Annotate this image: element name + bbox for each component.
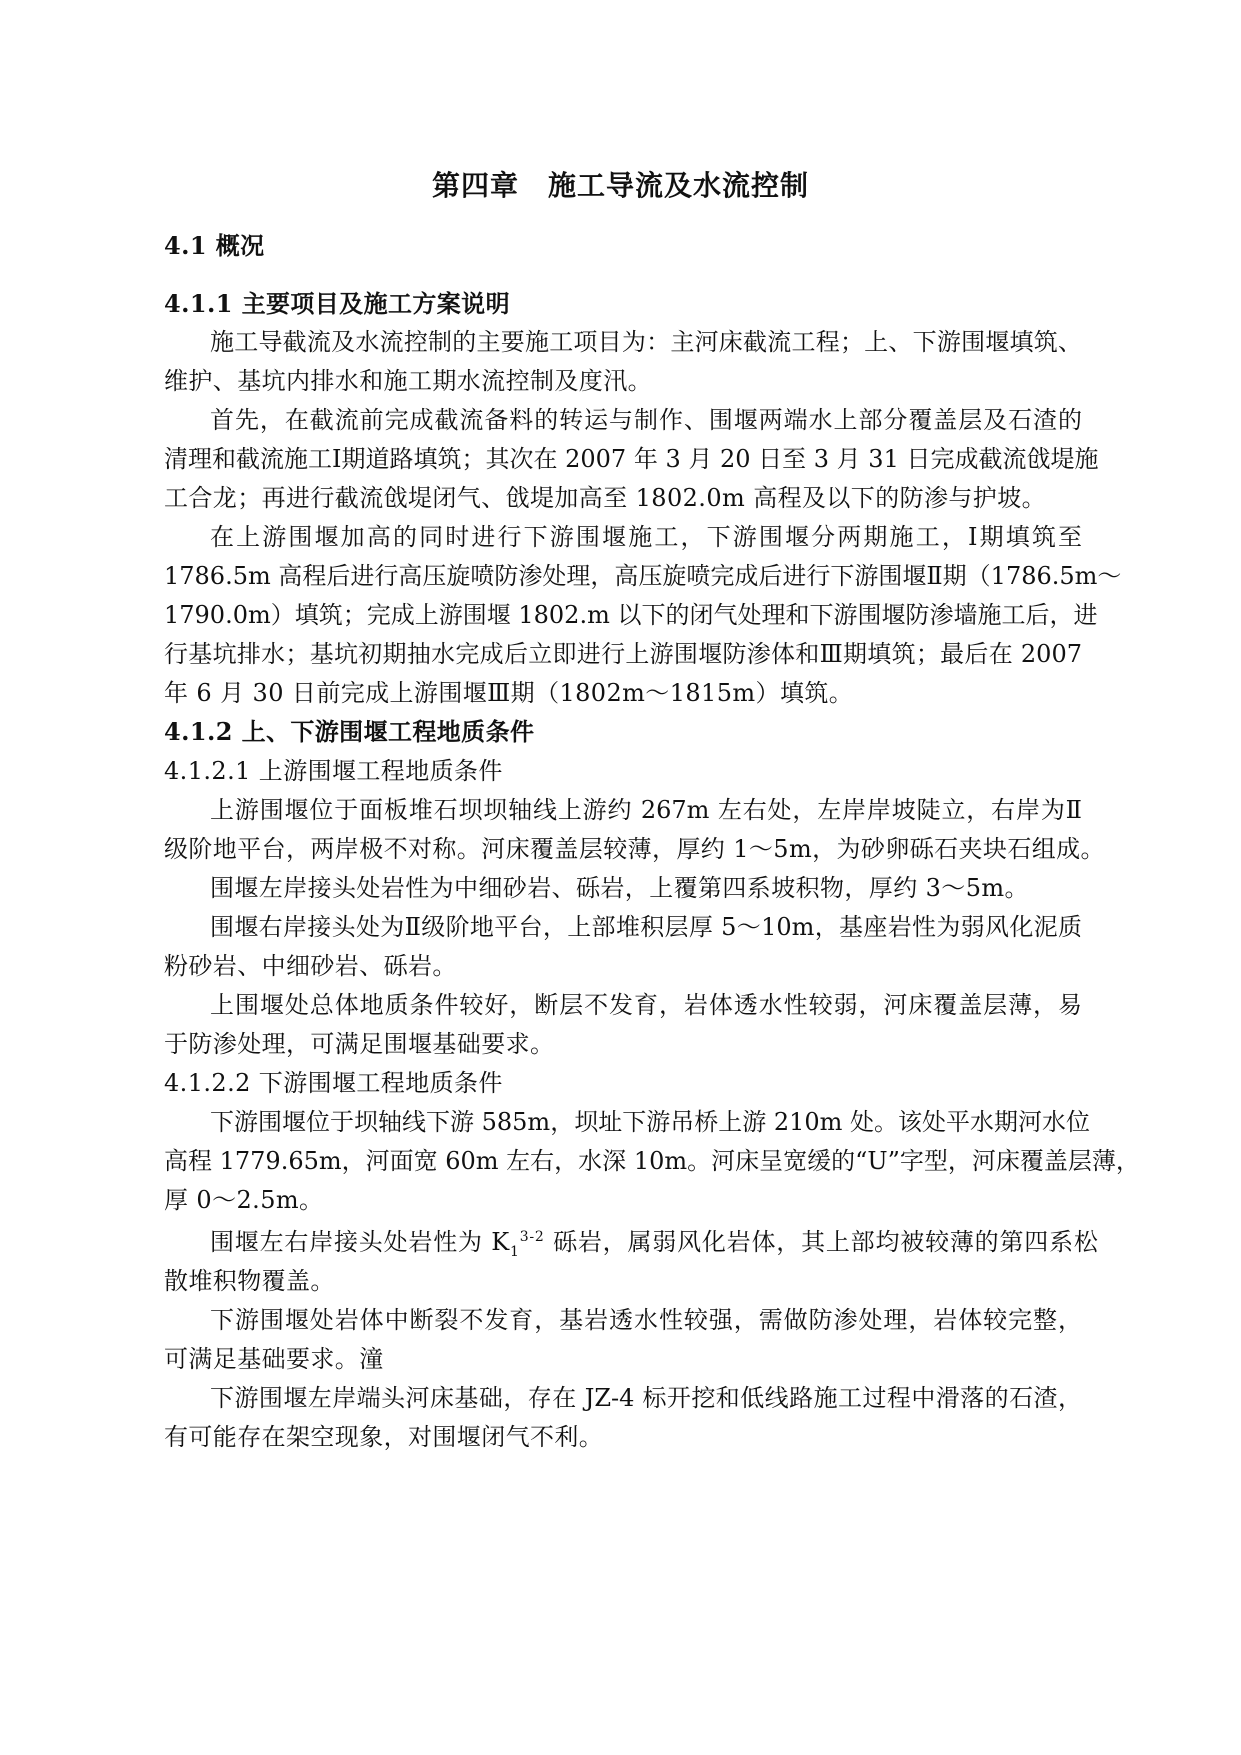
paragraph-line: 工合龙；再进行截流戗堤闭气、戗堤加高至 1802.0m 高程及以下的防渗与护坡。 [164,484,1046,512]
paragraph-line: 首先，在截流前完成截流备料的转运与制作、围堰两端水上部分覆盖层及石渣的 [210,406,1082,434]
paragraph-line: 有可能存在架空现象，对围堰闭气不利。 [164,1423,604,1451]
paragraph-line: 散堆积物覆盖。 [164,1267,335,1295]
paragraph-line: 厚 0～2.5m。 [164,1186,324,1214]
paragraph-line: 在上游围堰加高的同时进行下游围堰施工，下游围堰分两期施工，Ⅰ期填筑至 [210,523,1082,551]
paragraph-line: 下游围堰左岸端头河床基础，存在 JZ-4 标开挖和低线路施工过程中滑落的石渣， [210,1384,1082,1412]
paragraph-line: 1790.0m）填筑；完成上游围堰 1802.m 以下的闭气处理和下游围堰防渗墙施工后，进 [164,601,1098,629]
paragraph-line: 于防渗处理，可满足围堰基础要求。 [164,1030,555,1058]
paragraph-line-with-formula [210,1226,1099,1258]
paragraph-line: 施工导截流及水流控制的主要施工项目为：主河床截流工程；上、下游围堰填筑、 [210,328,1082,356]
paragraph-line: 上围堰处总体地质条件较好，断层不发育，岩体透水性较弱，河床覆盖层薄，易 [210,991,1082,1019]
chapter-title: 第四章 施工导流及水流控制 [431,169,809,202]
paragraph-line: 级阶地平台，两岸极不对称。河床覆盖层较薄，厚约 1～5m，为砂卵砾石夹块石组成。 [164,835,1105,863]
subsection-heading-4-1-2-1: 4.1.2.1 上游围堰工程地质条件 [164,757,503,785]
paragraph-line: 粉砂岩、中细砂岩、砾岩。 [164,952,457,980]
paragraph-line: 围堰左岸接头处岩性为中细砂岩、砾岩，上覆第四系坡积物，厚约 3～5m。 [210,874,1029,902]
paragraph-line: 清理和截流施工Ⅰ期道路填筑；其次在 2007 年 3 月 20 日至 3 月 31 日完成截流戗堤施 [164,445,1099,473]
paragraph-line: 1786.5m 高程后进行高压旋喷防渗处理，高压旋喷完成后进行下游围堰Ⅱ期（1786.5m～ [164,562,1122,590]
formula-prefix-text: 围堰左右岸接头处岩性为 K [210,1228,510,1256]
paragraph-line: 行基坑排水；基坑初期抽水完成后立即进行上游围堰防渗体和Ⅲ期填筑；最后在 2007 [164,640,1082,668]
paragraph-line: 围堰右岸接头处为Ⅱ级阶地平台，上部堆积层厚 5～10m，基座岩性为弱风化泥质 [210,913,1082,941]
section-heading-4-1-1: 4.1.1 主要项目及施工方案说明 [164,289,510,318]
section-heading-4-1: 4.1 概况 [164,231,265,260]
paragraph-line: 上游围堰位于面板堆石坝坝轴线上游约 267m 左右处，左岸岸坡陡立，右岸为Ⅱ [210,796,1082,824]
paragraph-line: 下游围堰位于坝轴线下游 585m，坝址下游吊桥上游 210m 处。该处平水期河水位 [210,1108,1091,1136]
paragraph-line: 高程 1779.65m，河面宽 60m 左右，水深 10m。河床呈宽缓的“U”字型，河床覆盖层薄， [164,1147,1140,1175]
paragraph-line: 年 6 月 30 日前完成上游围堰Ⅲ期（1802m～1815m）填筑。 [164,679,854,707]
formula-superscript: 3-2 [519,1229,545,1245]
section-heading-4-1-2: 4.1.2 上、下游围堰工程地质条件 [164,717,535,746]
paragraph-line: 可满足基础要求。潼 [164,1345,384,1373]
formula-subscript: 1 [509,1243,520,1260]
formula-suffix-text: 砾岩，属弱风化岩体，其上部均被较薄的第四系松 [544,1228,1099,1256]
paragraph-line: 下游围堰处岩体中断裂不发育，基岩透水性较强，需做防渗处理，岩体较完整， [210,1306,1082,1334]
subsection-heading-4-1-2-2: 4.1.2.2 下游围堰工程地质条件 [164,1069,503,1097]
paragraph-line: 维护、基坑内排水和施工期水流控制及度汛。 [164,367,652,395]
